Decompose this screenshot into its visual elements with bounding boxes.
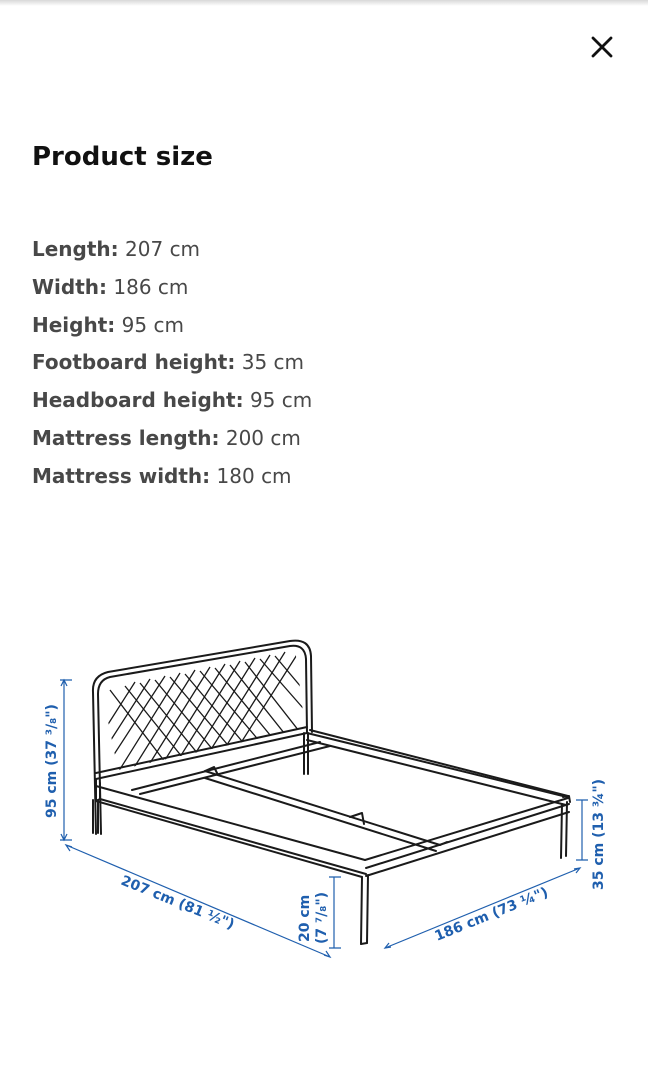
spec-row-width (32, 269, 612, 307)
spec-label: Length: (32, 237, 119, 261)
spec-value: 95 cm (121, 312, 184, 337)
spec-value: 207 cm (125, 237, 201, 261)
page-title: Product size (32, 142, 213, 172)
height-dimension-label: 95 cm (37 ³/₈") (44, 704, 60, 818)
bed-dimension-diagram (30, 630, 630, 960)
spec-row-headboard-height (32, 382, 612, 420)
clearance-dimension-label-in: (7 ⁷/₈") (314, 891, 330, 944)
spec-value: 95 cm (249, 388, 313, 413)
clearance-dimension-label-cm: 20 cm (297, 894, 313, 942)
spec-list (32, 231, 612, 496)
close-button[interactable] (584, 29, 620, 65)
spec-label: Width: (32, 274, 108, 299)
spec-label: Mattress width: (32, 463, 211, 488)
spec-value: 180 cm (216, 463, 292, 488)
width-dimension-label: 186 cm (73 ¼") (432, 884, 551, 945)
spec-row-length (32, 231, 612, 269)
spec-value: 186 cm (113, 274, 189, 299)
spec-label: Footboard height: (32, 350, 236, 375)
footboard-dimension-label: 35 cm (13 ¾") (591, 778, 607, 890)
close-icon (591, 36, 613, 58)
spec-label: Headboard height: (32, 388, 244, 413)
length-dimension-label: 207 cm (81 ½") (118, 872, 237, 933)
spec-label: Mattress length: (32, 425, 220, 450)
spec-row-height (32, 307, 612, 345)
top-shadow (0, 0, 648, 6)
spec-label: Height: (32, 312, 116, 337)
spec-row-mattress-width (32, 458, 612, 496)
spec-value: 35 cm (241, 350, 305, 375)
spec-row-footboard-height (32, 344, 612, 382)
spec-row-mattress-length (32, 420, 612, 458)
spec-value: 200 cm (225, 425, 301, 450)
headboard-lattice (98, 650, 312, 782)
